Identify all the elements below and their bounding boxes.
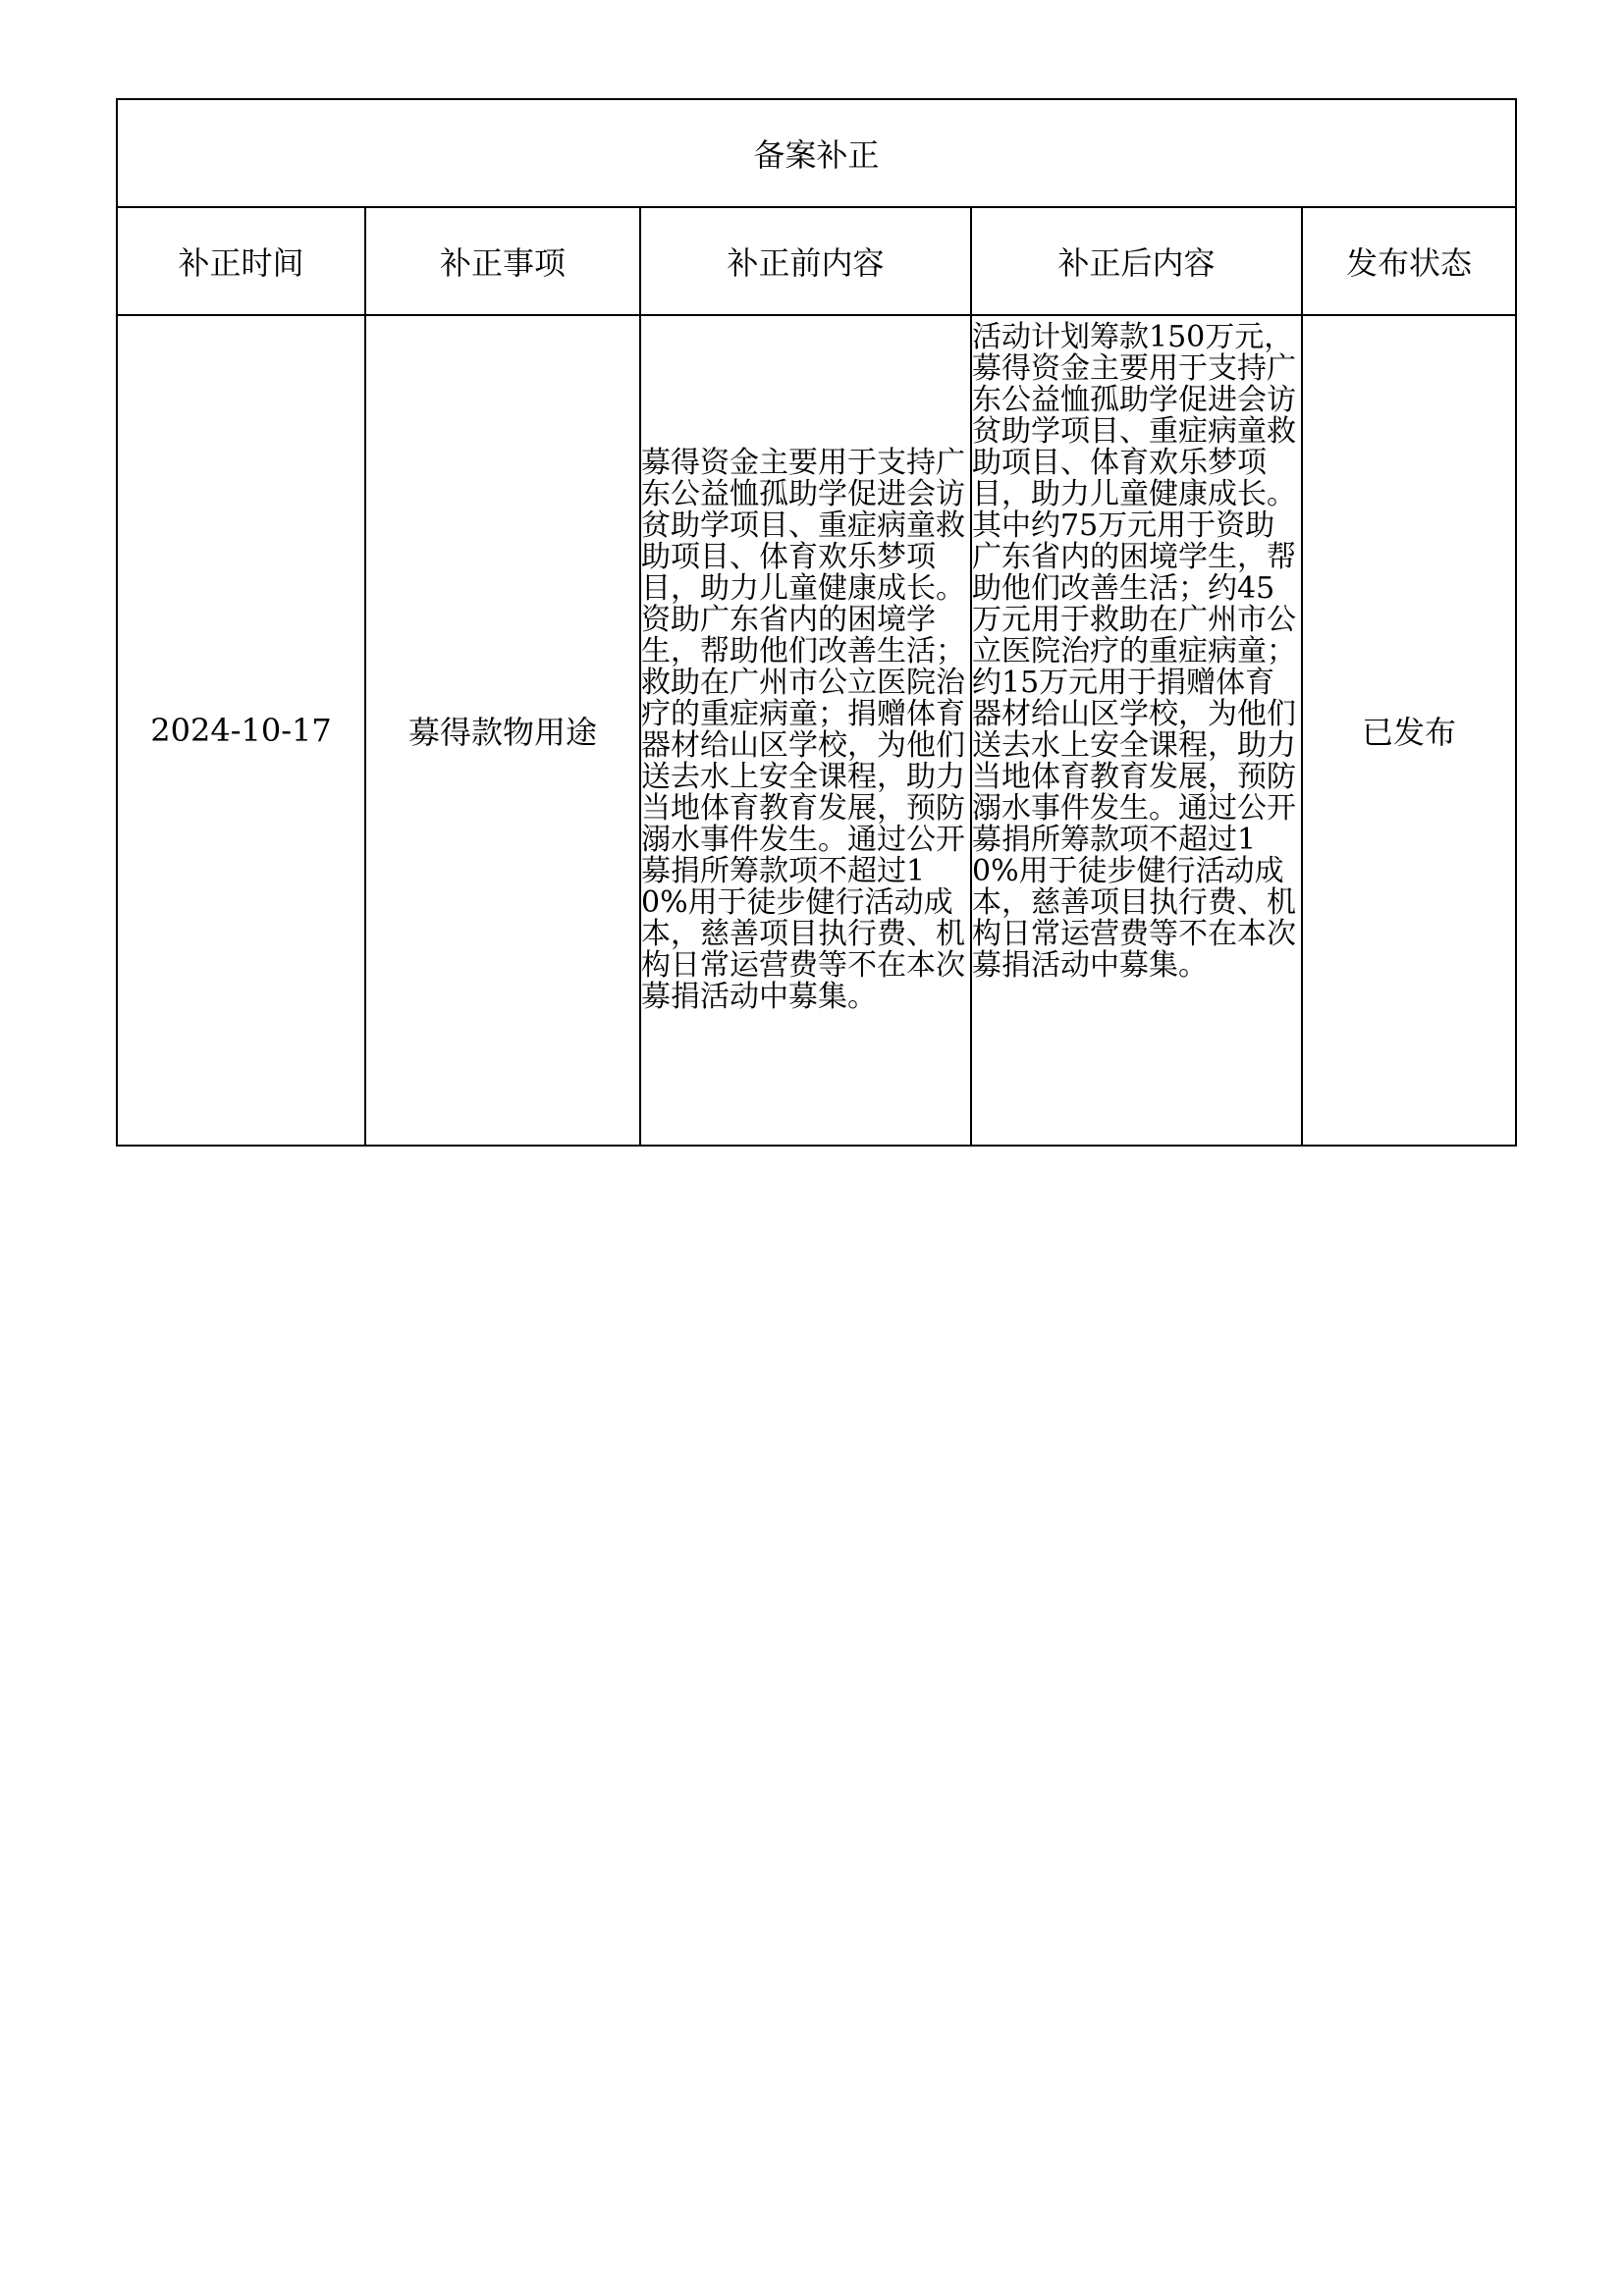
cell-content-before — [640, 315, 971, 1146]
table-title: 备案补正 — [117, 99, 1516, 207]
cell-content-after — [971, 315, 1302, 1146]
header-publish-status: 发布状态 — [1302, 207, 1516, 315]
cell-publish-status: 已发布 — [1302, 315, 1516, 1146]
header-correction-time: 补正时间 — [117, 207, 365, 315]
header-correction-item: 补正事项 — [365, 207, 640, 315]
content-before-text: 募得资金主要用于支持广东公益恤孤助学促进会访贫助学项目、重症病童救助项目、体育欢乐梦项目，助力儿童健康成长。资助广东省内的困境学生，帮助他们改善生活；救助在广州市公立医院治疗的重症病童；捐赠体育器材给山区学校，为他们送去水上安全课程，助力当地体育教育发展，预防溺水事件发生。通过公开募捐所筹款项不超过10%用于徒步健行活动成本，慈善项目执行费、机构日常运营费等不在本次募捐活动中募集。 — [641, 446, 965, 1014]
record-correction-table — [116, 98, 1517, 1147]
cell-correction-item: 募得款物用途 — [365, 315, 640, 1146]
table-row — [117, 315, 1516, 1146]
cell-correction-time: 2024-10-17 — [117, 315, 365, 1146]
header-content-before: 补正前内容 — [640, 207, 971, 315]
table-header-row — [117, 207, 1516, 315]
header-content-after: 补正后内容 — [971, 207, 1302, 315]
content-after-text: 活动计划筹款150万元，募得资金主要用于支持广东公益恤孤助学促进会访贫助学项目、重症病童救助项目、体育欢乐梦项目，助力儿童健康成长。其中约75万元用于资助广东省内的困境学生，帮助他们改善生活；约45万元用于救助在广州市公立医院治疗的重症病童；约15万元用于捐赠体育器材给山区学校，为他们送去水上安全课程，助力当地体育教育发展，预防溺水事件发生。通过公开募捐所筹款项不超过10%用于徒步健行活动成本，慈善项目执行费、机构日常运营费等不在本次募捐活动中募集。 — [972, 320, 1296, 983]
table-title-row — [117, 99, 1516, 207]
